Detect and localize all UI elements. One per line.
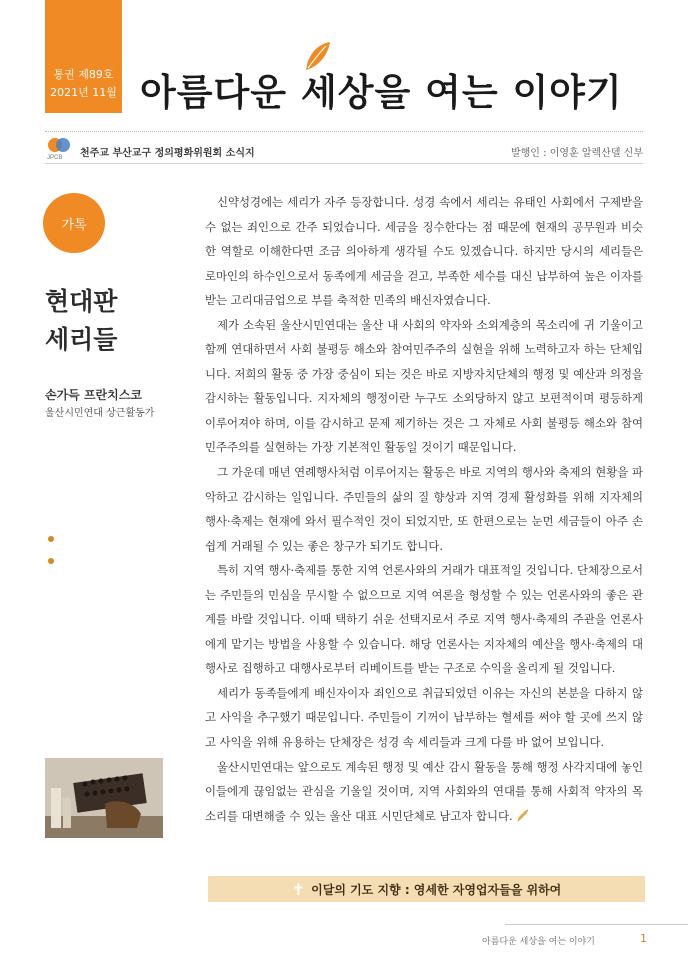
paragraph-text: 울산시민연대는 앞으로도 계속된 행정 및 예산 감시 활동을 통해 행정 사각지대에 놓인 이들에게 끊임없는 관심을 기울일 것이며, 지역 사회와의 연대를 통해 사회적 약자의 목소리를 대변해줄 수 있는 울산 대표 시민단체로 남고자 합니다.: [205, 759, 643, 823]
paragraph: 신약성경에는 세리가 자주 등장합니다. 성경 속에서 세리는 유태인 사회에서 구제받을 수 없는 죄인으로 간주 되었습니다. 세금을 징수한다는 점 때문에 현재의 공무원과 비슷한 역할로 이해한다면 조금 의아하게 생각될 수도 있겠습니다. 하지만 당시의 세리들은 로마인의 하수인으로서 동족에게 세금을 걷고, 부족한 세수를 대신 납부하여 높은 이자를 받는 고리대금업으로 부를 축적한 민족의 배신자였습니다.: [205, 195, 643, 308]
author-role: 울산시민연대 상근활동가: [45, 408, 155, 419]
logo-caption: JPCB: [47, 155, 63, 161]
cross-icon: ✝: [291, 879, 306, 899]
bullet-dot: [48, 558, 54, 564]
abacus-photo: [45, 758, 163, 838]
masthead-part1: 아름다운: [140, 70, 287, 114]
article-title: [45, 283, 117, 359]
masthead-title: [140, 62, 623, 116]
prayer-banner: [208, 876, 645, 902]
issue-date: 2021년 11월: [50, 86, 117, 99]
page-number: 1: [640, 932, 647, 945]
masthead-part2: 세상을 여는 이야기: [300, 70, 623, 114]
paragraph: 특히 지역 행사·축제를 통한 지역 언론사와의 거래가 대표적일 것입니다. 단체장으로서는 주민들의 민심을 무시할 수 없으므로 지역 여론을 형성할 수 있는 언론사와의 좋은 관계를 바랄 것입니다. 이때 택하기 쉬운 선택지로서 주로 지역 행사·축제의 주관을 언론사에게 맡기는 방법을 사용할 수 있습니다. 해당 언론사는 지자체의 예산을 행사·축제의 대행사로 집행하고 대행사로부터 리베이트를 받는 구조로 수익을 올리게 될 것입니다.: [205, 563, 643, 676]
title-line-1: 현대판: [45, 287, 118, 316]
author-name: 손가득 프란치스코: [45, 388, 142, 402]
title-line-2: 세리들: [45, 325, 118, 354]
article-body: [205, 190, 643, 828]
bullet-dot: [48, 536, 54, 542]
paragraph: [205, 755, 643, 829]
paragraph: 세리가 동족들에게 배신자이자 죄인으로 취급되었던 이유는 자신의 본분을 다하지 않고 사익을 추구했기 때문입니다. 주민들이 기꺼이 납부하는 혈세를 써야 할 곳에 쓰지 않고 사익을 위해 유용하는 단체장은 성경 속 세리들과 크게 다를 바 없어 보입니다.: [205, 685, 643, 750]
paragraph: 그 가운데 매년 연례행사처럼 이루어지는 활동은 바로 지역의 행사와 축제의 현황을 파악하고 감시하는 일입니다. 주민들의 삶의 질 향상과 지역 경제 활성화를 위해 지자체의 행사·축제는 현재에 와서 필수적인 것이 되었지만, 또 한편으로는 눈먼 세금들이 아주 손쉽게 거래될 수 있는 좋은 창구가 되기도 합니다.: [205, 465, 643, 553]
wheat-icon: [516, 809, 530, 822]
footer-divider: [505, 924, 688, 925]
paragraph: 제가 소속된 울산시민연대는 울산 내 사회의 약자와 소외계층의 목소리에 귀 기울이고 함께 연대하면서 사회 불평등 해소와 참여민주주의 실현을 위해 노력하고자 하는 단체입니다. 저희의 활동 중 가장 중심이 되는 것은 바로 지방자치단체의 행정 및 예산과 의정을 감시하는 활동입니다. 지자체의 행정이란 누구도 소외당하지 않고 보편적이며 평등하게 이루어져야 하며, 이를 감시하고 문제 제기하는 것은 그 자체로 사회 불평등 해소와 참여민주주의를 실현하는 가장 기본적인 활동일 것이기 때문입니다.: [205, 317, 643, 455]
header-divider: [45, 131, 643, 132]
footer-publication: 아름다운 세상을 여는 이야기: [482, 937, 595, 947]
prayer-text: 이달의 기도 지향 : 영세한 자영업자들을 위하여: [311, 882, 562, 897]
issue-number: 통권 제89호: [53, 68, 114, 81]
issue-box: [45, 0, 122, 113]
publisher-credit: 발행인 : 이영훈 알렉산델 신부: [510, 148, 643, 159]
category-badge: 가톡: [43, 193, 105, 253]
jpcb-logo-icon: [45, 135, 77, 161]
subheader-divider: [45, 163, 643, 164]
organization-name: 천주교 부산교구 정의평화위원회 소식지: [80, 148, 255, 159]
